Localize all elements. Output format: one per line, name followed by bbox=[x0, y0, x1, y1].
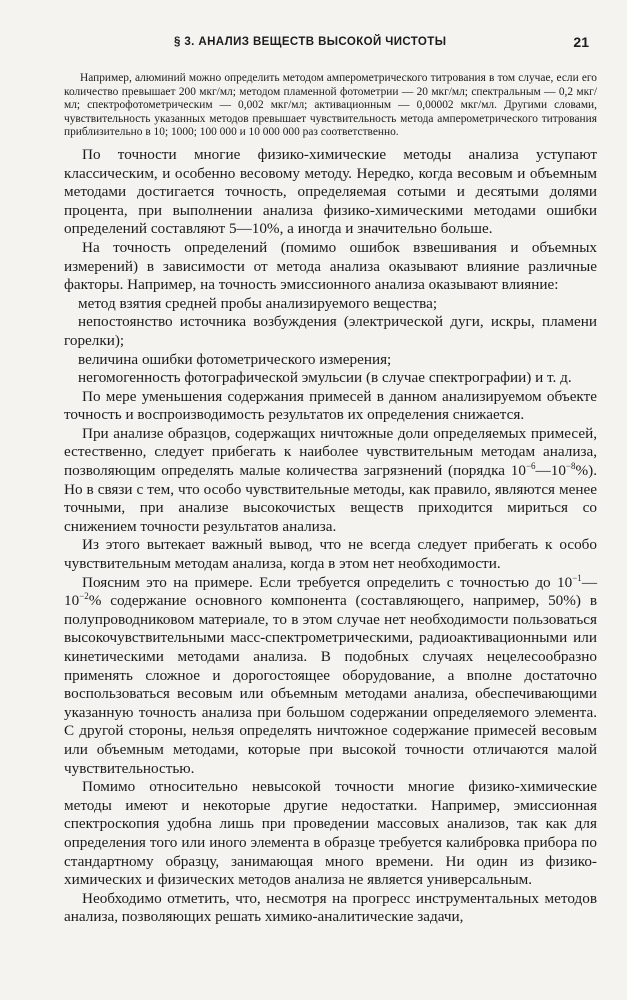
main-text bbox=[64, 146, 597, 927]
paragraph-factors: На точность определений (помимо ошибок взвешивания и объемных измерений) в зависимости от метода анализа оказывают влияние различные факторы. Например, на точность эмиссионного анализа оказывают влияние: bbox=[64, 238, 597, 294]
list-item: негомогенность фотографической эмульсии (в случае спектрографии) и т. д. bbox=[78, 369, 572, 387]
text-run: —10 bbox=[535, 462, 566, 480]
paragraph-sensitive-methods bbox=[64, 425, 597, 537]
example-note: Например, алюминий можно определить методом амперометрического титрования в том случае, если его количество превышает 200 мкг/мл; методом пламенной фотометрии — 20 мкг/мл; спектральным — 0,2 мкг/мл; спектрофотометрическим — 0,002 мкг/мл; активационным — 0,00002 мкг/мл. Другими словами, чувствительность указанных методов превышает чувствительность метода амперометрического титрования приблизительно в 10; 1000; 100 000 и 10 000 000 раз соответственно. bbox=[64, 72, 597, 139]
paragraph-accuracy: По точности многие физико-химические методы анализа уступают классическим, и особенно весовому методу. Нередко, когда весовым и объемным методами достигается точность, определяемая сотыми и десятыми долями процента, при выполнении анализа физико-химическими методами ошибки определений составляют 5—10%, а иногда и значительно больше. bbox=[64, 145, 597, 238]
list-item: величина ошибки фотометрического измерения; bbox=[78, 350, 392, 368]
paragraph-final: Необходимо отметить, что, несмотря на прогресс инструментальных методов анализа, позволяющих решать химико-аналитические задачи, bbox=[64, 889, 597, 926]
exponent: −1 bbox=[572, 572, 582, 583]
exponent: −8 bbox=[565, 461, 576, 472]
paragraph-example bbox=[64, 574, 597, 779]
paragraph-drawbacks: Помимо относительно невысокой точности многие физико-химические методы имеют и некоторые другие недостатки. Например, эмиссионная спектроскопия удобна лишь при проведении массовых анализов, так как для определения того или иного элемента в образце требуется калибровка прибора по стандартному образцу, занимающая много времени. Ни один из физико-химических и физических методов анализа не является универсальным. bbox=[64, 778, 597, 889]
text-run: При анализе образцов, содержащих ничтожные доли определяемых примесей, естественно, следует прибегать к наиболее чувствительным методам анализа, позволяющим определять малые количества загрязнений (порядка 10 bbox=[64, 424, 597, 480]
text-run: % содержание основного компонента (составляющего, например, 50%) в полупроводниковом материале, то в этом случае нет необходимости пользоваться высокочувствительными масс-спектрометрическими, радиоактивационными или кинетическими методами анализа. В подобных случаях нецелесообразно применять сложное и дорогостоящее оборудование, а вполне достаточно воспользоваться весовым или объемным методами анализа, обеспечивающими указанную точность анализа при большом содержании определяемого элемента. С другой стороны, нельзя определять ничтожное содержание примесей весовым или объемным методами, которые при высокой точности отличаются малой чувствительностью. bbox=[64, 592, 597, 777]
text-run: —10 bbox=[64, 573, 597, 610]
paragraph-impurities: По мере уменьшения содержания примесей в данном анализируемом объекте точность и воспроизводимость результатов их определения снижается. bbox=[64, 387, 597, 424]
text-run: %). Но в связи с тем, что особо чувствительные методы, как правило, являются менее точными, при анализе высокочистых веществ приходится мириться со снижением точности результатов анализа. bbox=[64, 462, 597, 535]
list-item: метод взятия средней пробы анализируемого вещества; bbox=[78, 294, 438, 312]
text-run: Поясним это на примере. Если требуется определить с точностью до 10 bbox=[82, 573, 573, 591]
exponent: −6 bbox=[525, 461, 536, 472]
paragraph-conclusion: Из этого вытекает важный вывод, что не всегда следует прибегать к особо чувствительным методам анализа, когда в этом нет необходимости. bbox=[64, 536, 597, 573]
section-title: § 3. АНАЛИЗ ВЕЩЕСТВ ВЫСОКОЙ ЧИСТОТЫ bbox=[174, 36, 447, 48]
exponent: −2 bbox=[79, 591, 89, 602]
page-number: 21 bbox=[573, 34, 589, 50]
running-header bbox=[64, 36, 597, 58]
list-item: непостоянство источника возбуждения (электрической дуги, искры, пламени горелки); bbox=[64, 313, 597, 349]
